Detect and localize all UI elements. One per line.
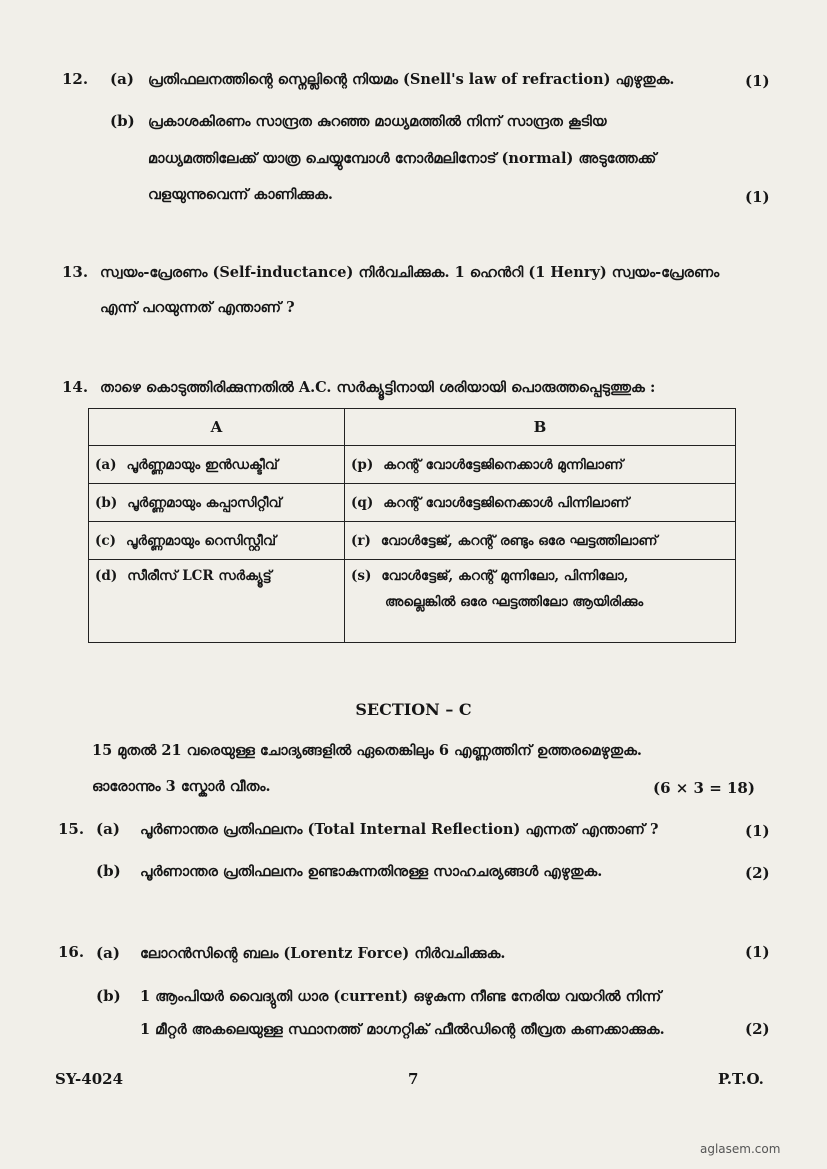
q15a-marks: (1) [745, 822, 770, 840]
q16b-marks: (2) [745, 1020, 770, 1038]
pto-label: P.T.O. [718, 1070, 764, 1088]
q15-number: 15. [58, 820, 85, 838]
q12a-text: പ്രതിഫലനത്തിന്റെ സ്നെല്ലിന്റെ നിയമം (Snell's law of refraction) എഴുതുക. [148, 71, 675, 88]
q15b-text: പൂർണാന്തര പ്രതിഫലനം ഉണ്ടാകുന്നതിനുള്ള സാഹചര്യങ്ങൾ എഴുതുക. [140, 863, 603, 880]
q16a-text: ലോറൻസിന്റെ ബലം (Lorentz Force) നിർവചിക്കുക. [140, 945, 506, 962]
q12-number: 12. [62, 70, 89, 88]
column-b-header: B [345, 409, 736, 446]
q12a-marks: (1) [745, 72, 770, 90]
column-b-cell [345, 560, 736, 643]
q15b-label: (b) [96, 862, 121, 880]
section-instruction: 15 മുതൽ 21 വരെയുള്ള ചോദ്യങ്ങളിൽ ഏതെങ്കിലും 6 എണ്ണത്തിന് ഉത്തരമെഴുതുക. [92, 742, 642, 759]
row-tag: (b) [95, 494, 118, 511]
q13-line1: സ്വയം-പ്രേരണം (Self-inductance) നിർവചിക്കുക. 1 ഹെൻറി (1 Henry) സ്വയം-പ്രേരണം [100, 264, 720, 281]
column-a-cell [89, 560, 345, 643]
q16b-label: (b) [96, 987, 121, 1005]
cell-text: സീരീസ് LCR സർക്യൂട്ട് [127, 568, 272, 584]
q15a-text: പൂർണാന്തര പ്രതിഫലനം (Total Internal Reflection) എന്നത് എന്താണ് ? [140, 821, 659, 838]
q12b-line1: പ്രകാശകിരണം സാന്ദ്രത കുറഞ്ഞ മാധ്യമത്തിൽ നിന്ന് സാന്ദ്രത കൂടിയ [148, 113, 607, 130]
row-tag: (q) [351, 494, 374, 511]
table-row [89, 522, 736, 560]
match-table [88, 408, 736, 643]
q16a-marks: (1) [745, 943, 770, 961]
cell-text: പൂർണ്ണമായും ഇൻഡക്ടീവ് [126, 456, 278, 473]
table-row [89, 484, 736, 522]
cell-text: കറന്റ് വോൾട്ടേജിനെക്കാൾ മുന്നിലാണ് [383, 456, 624, 473]
cell-text: വോൾട്ടേജ്, കറന്റ് രണ്ടും ഒരേ ഘട്ടത്തിലാണ് [380, 532, 658, 549]
q16-number: 16. [58, 943, 85, 961]
column-b-cell [345, 484, 736, 522]
q16a-label: (a) [96, 944, 120, 962]
q14-number: 14. [62, 378, 89, 396]
column-a-cell [89, 522, 345, 560]
q16b-line2: 1 മീറ്റർ അകലെയുള്ള സ്ഥാനത്ത് മാഗ്നറ്റിക് ഫീൽഡിന്റെ തീവ്രത കണക്കാക്കുക. [140, 1021, 665, 1038]
site-watermark: aglasem.com [700, 1142, 781, 1156]
paper-code: SY-4024 [55, 1070, 124, 1088]
cell-text: കറന്റ് വോൾട്ടേജിനെക്കാൾ പിന്നിലാണ് [383, 494, 630, 511]
q13-line2: എന്ന് പറയുന്നത് എന്താണ് ? [100, 299, 295, 316]
cell-text: വോൾട്ടേജ്, കറന്റ് മുന്നിലോ, പിന്നിലോ, [381, 568, 629, 584]
row-tag: (r) [351, 532, 371, 549]
section-total-score: (6 × 3 = 18) [653, 779, 755, 797]
column-b-cell [345, 446, 736, 484]
q14-text: താഴെ കൊടുത്തിരിക്കുന്നതിൽ A.C. സർക്യൂട്ടിനായി ശരിയായി പൊരുത്തപ്പെടുത്തുക : [100, 379, 656, 396]
row-tag: (d) [95, 568, 118, 584]
cell-text: പൂർണ്ണമായും റെസിസ്റ്റീവ് [126, 532, 276, 549]
column-a-header: A [89, 409, 345, 446]
table-row [89, 446, 736, 484]
page-number: 7 [408, 1070, 419, 1088]
column-b-cell [345, 522, 736, 560]
q13-number: 13. [62, 263, 89, 281]
q12a-label: (a) [110, 70, 134, 88]
row-tag: (c) [95, 532, 116, 549]
q15a-label: (a) [96, 820, 120, 838]
match-table-header [89, 409, 736, 446]
section-instruction-scores: ഓരോന്നും 3 സ്കോർ വീതം. [92, 778, 271, 795]
q12b-marks: (1) [745, 188, 770, 206]
cell-text: പൂർണ്ണമായും കപ്പാസിറ്റീവ് [127, 494, 282, 511]
section-title: SECTION – C [355, 700, 472, 719]
row-tag: (p) [351, 456, 374, 473]
q12b-line3: വളയുന്നുവെന്ന് കാണിക്കുക. [148, 186, 333, 203]
q15b-marks: (2) [745, 864, 770, 882]
column-a-cell [89, 446, 345, 484]
row-tag: (s) [351, 568, 372, 584]
table-row [89, 560, 736, 643]
row-tag: (a) [95, 456, 117, 473]
q12b-label: (b) [110, 112, 135, 130]
q12b-line2: മാധ്യമത്തിലേക്ക് യാത്ര ചെയ്യുമ്പോൾ നോർമലിനോട് (normal) അടുത്തേക്ക് [148, 150, 657, 167]
q16b-line1: 1 ആംപിയർ വൈദ്യുതി ധാര (current) ഒഴുകുന്ന നീണ്ട നേരിയ വയറിൽ നിന്ന് [140, 988, 662, 1005]
column-a-cell [89, 484, 345, 522]
cell-text-continued: അല്ലെങ്കിൽ ഒരേ ഘട്ടത്തിലോ ആയിരിക്കും [385, 594, 644, 610]
